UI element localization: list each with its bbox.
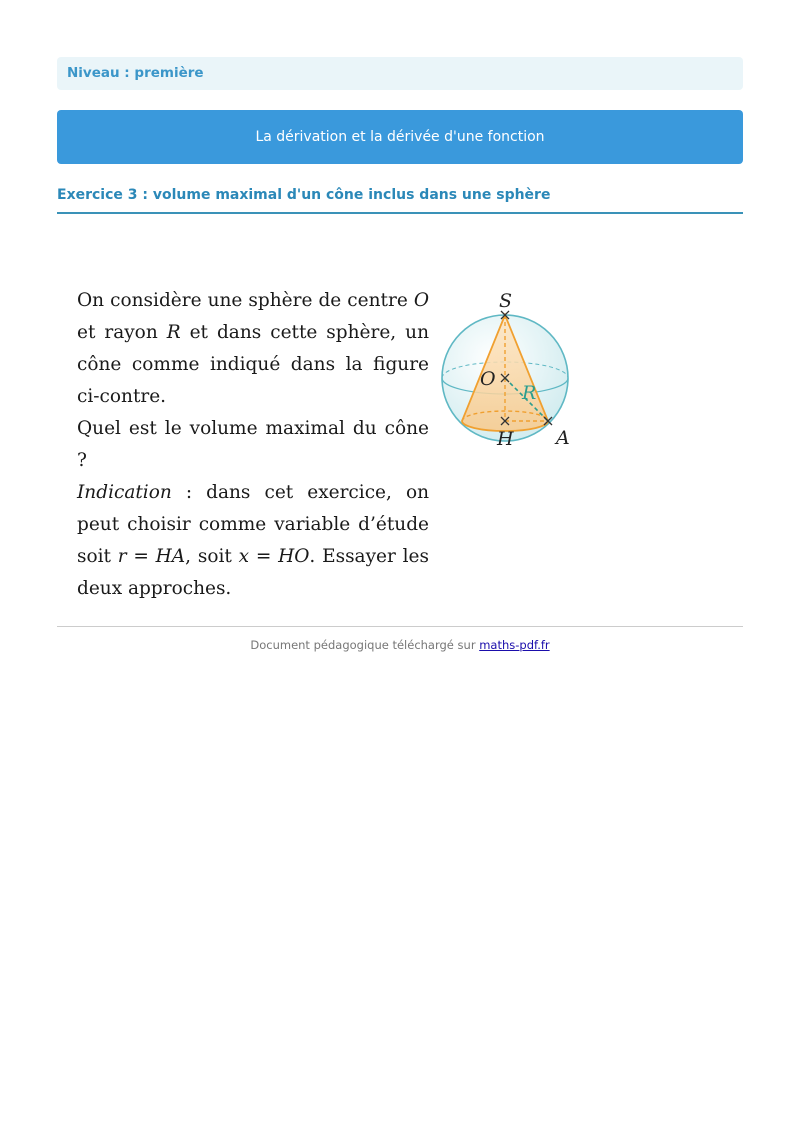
- statement-hint: Indication : dans cet exercice, on peut choisir comme variable d’étude soit r = HA, soit x = HO. Essayer les deux approches.: [77, 482, 429, 599]
- footer-divider: [57, 626, 743, 627]
- footer-link[interactable]: maths-pdf.fr: [479, 638, 550, 652]
- statement-paragraph-1: On considère une sphère de centre O et rayon R et dans cette sphère, un cône comme indiqué dans la figure ci-contre.: [77, 290, 429, 407]
- sphere-cone-figure: [432, 287, 582, 452]
- exercise-statement: [77, 285, 429, 605]
- exercise-title: Exercice 3 : volume maximal d'un cône inclus dans une sphère: [57, 185, 743, 214]
- statement-question: Quel est le volume maximal du cône ?: [77, 418, 429, 471]
- label-H: H: [497, 428, 514, 450]
- level-banner: [57, 57, 743, 90]
- level-label: Niveau : première: [67, 65, 204, 81]
- footer-text: Document pédagogique téléchargé sur: [250, 638, 480, 652]
- chapter-title: La dérivation et la dérivée d'une fonction: [255, 129, 545, 145]
- label-A: A: [556, 427, 570, 449]
- label-R: R: [522, 382, 537, 404]
- footer: [0, 638, 800, 652]
- chapter-banner: [57, 110, 743, 164]
- label-O: O: [480, 368, 496, 390]
- label-S: S: [499, 290, 513, 312]
